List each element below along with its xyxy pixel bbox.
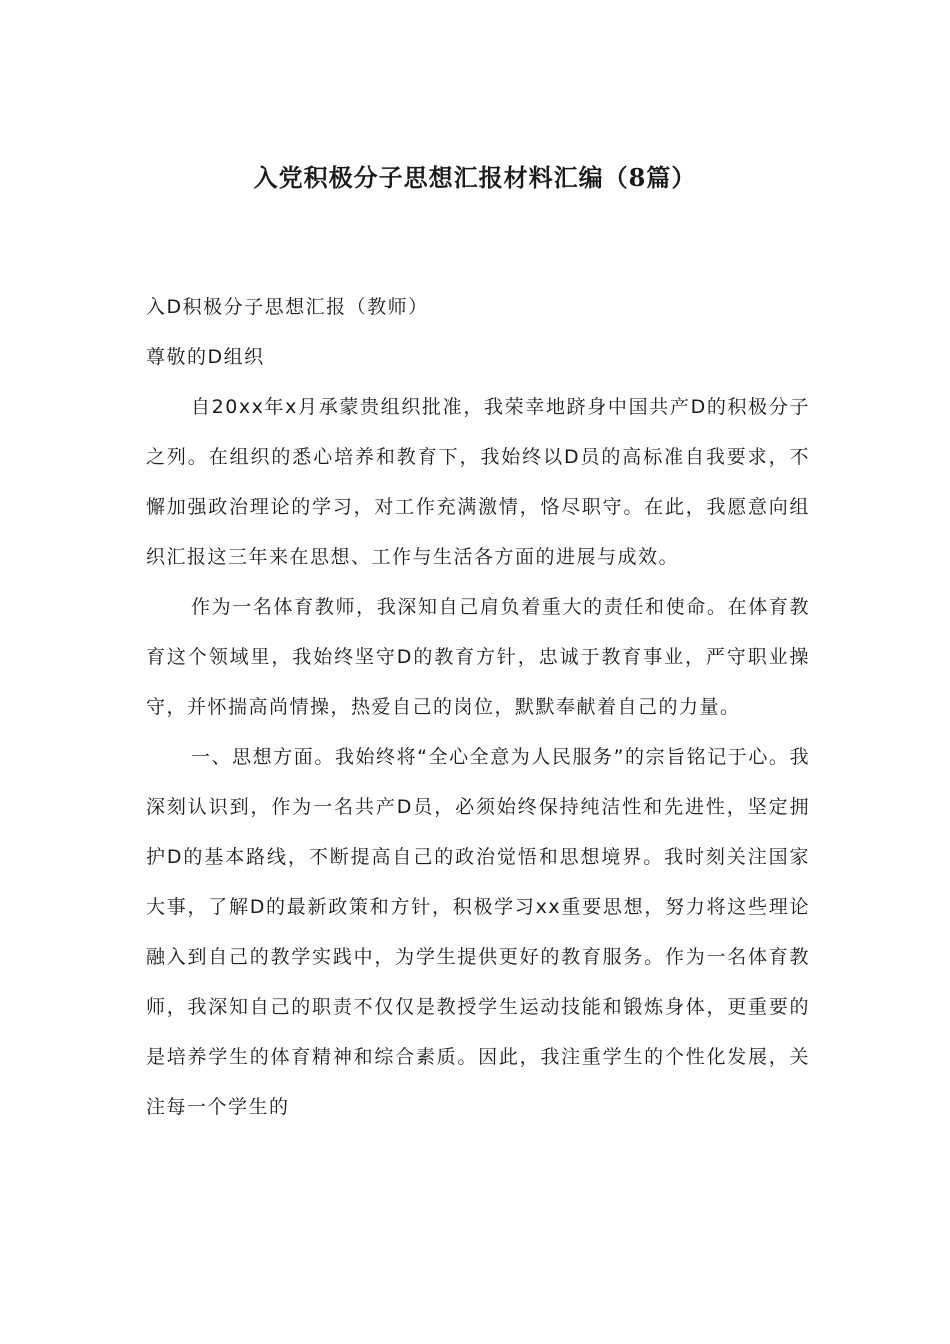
document-title: 入党积极分子思想汇报材料汇编（8篇） [253, 163, 697, 192]
body-paragraph: 作为一名体育教师，我深知自己肩负着重大的责任和使命。在体育教育这个领域里，我始终坚守D的教育方针，忠诚于教育事业，严守职业操守，并怀揣高尚情操，热爱自己的岗位，默默奉献着自己的力量。 [146, 596, 810, 718]
section-heading: 入D积极分子思想汇报（教师） [146, 296, 429, 318]
salutation: 尊敬的D组织 [146, 346, 265, 368]
body-paragraph: 自20xx年x月承蒙贵组织批准，我荣幸地跻身中国共产D的积极分子之列。在组织的悉心培养和教育下，我始终以D员的高标准自我要求，不懈加强政治理论的学习，对工作充满激情，恪尽职守。在此，我愿意向组织汇报这三年来在思想、工作与生活各方面的进展与成效。 [146, 396, 810, 568]
body-paragraph: 一、思想方面。我始终将“全心全意为人民服务”的宗旨铭记于心。我深刻认识到，作为一名共产D员，必须始终保持纯洁性和先进性，坚定拥护D的基本路线，不断提高自己的政治觉悟和思想境界。我时刻关注国家大事，了解D的最新政策和方针，积极学习xx重要思想，努力将这些理论融入到自己的教学实践中，为学生提供更好的教育服务。作为一名体育教师，我深知自己的职责不仅仅是教授学生运动技能和锻炼身体，更重要的是培养学生的体育精神和综合素质。因此，我注重学生的个性化发展，关注每一个学生的 [146, 746, 810, 1118]
document-body [146, 282, 810, 1132]
